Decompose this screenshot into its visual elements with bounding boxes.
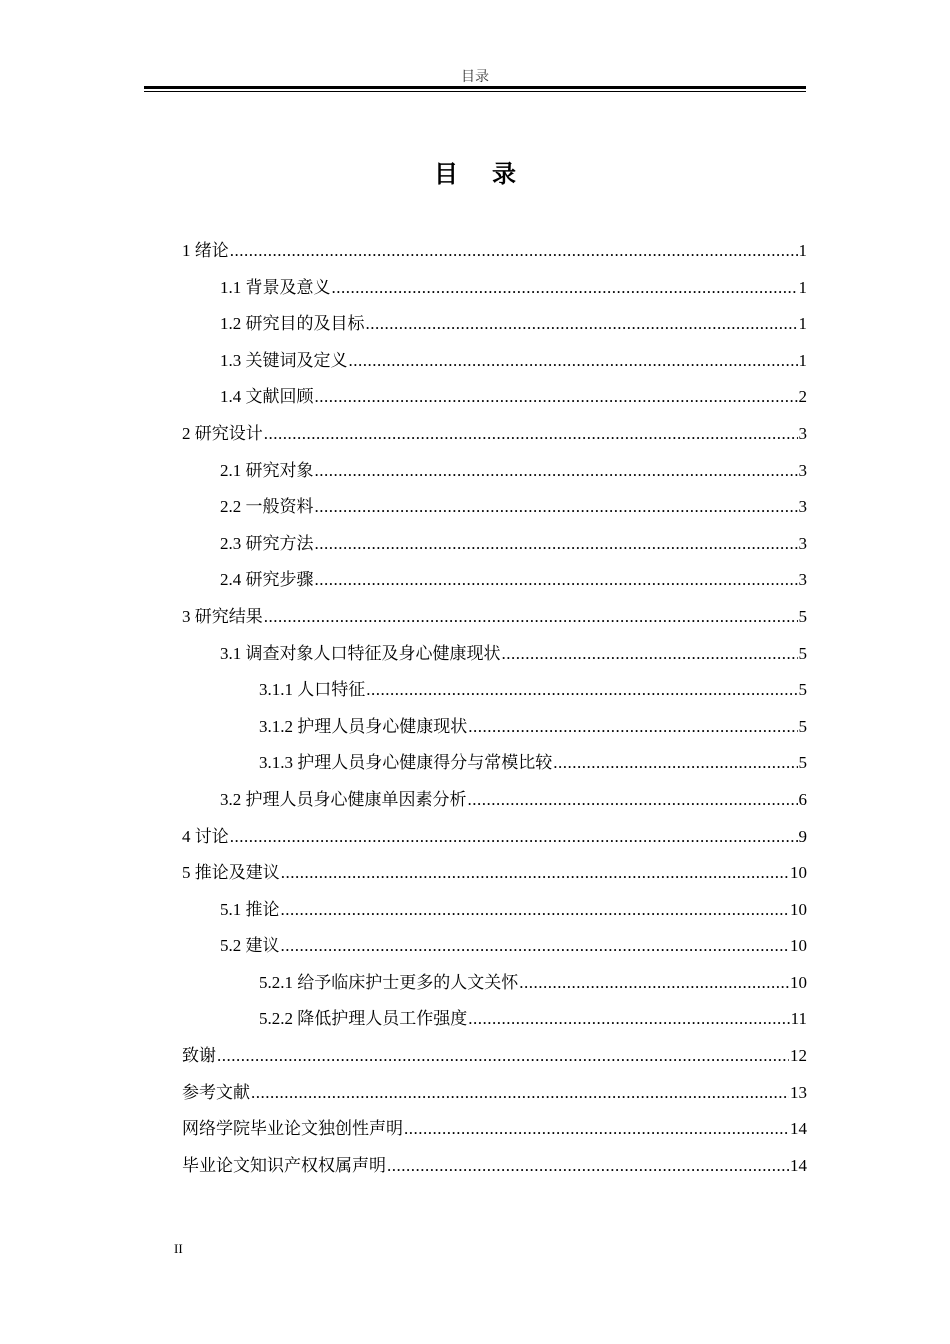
toc-entry-page: 3 bbox=[798, 460, 807, 480]
toc-entry[interactable] bbox=[182, 782, 807, 819]
toc-dot-leader bbox=[217, 1038, 789, 1075]
toc-entry[interactable] bbox=[182, 306, 807, 343]
toc-entry-page: 10 bbox=[790, 972, 807, 992]
toc-entry-page: 1 bbox=[798, 277, 807, 297]
toc-entry-page: 3 bbox=[798, 497, 807, 517]
toc-entry-page: 5 bbox=[798, 643, 807, 663]
toc-entry-title: 2 研究设计 bbox=[182, 423, 263, 443]
toc-entry-title: 3.1 调查对象人口特征及身心健康现状 bbox=[220, 643, 501, 663]
toc-entry-title: 3.1.1 人口特征 bbox=[259, 680, 366, 700]
toc-entry[interactable] bbox=[182, 270, 807, 307]
toc-dot-leader bbox=[332, 270, 798, 307]
toc-dot-leader bbox=[502, 636, 798, 673]
toc-entry-title: 5.1 推论 bbox=[220, 899, 280, 919]
toc-entry-page: 14 bbox=[790, 1155, 807, 1175]
toc-entry-page: 9 bbox=[798, 826, 807, 846]
toc-entry-page: 10 bbox=[790, 899, 807, 919]
toc-dot-leader bbox=[281, 855, 789, 892]
toc-entry-title: 5.2 建议 bbox=[220, 936, 280, 956]
toc-dot-leader bbox=[230, 819, 798, 856]
toc-dot-leader bbox=[366, 306, 798, 343]
header-double-rule bbox=[144, 86, 806, 92]
toc-entry-title: 1.2 研究目的及目标 bbox=[220, 314, 365, 334]
toc-entry-title: 1.3 关键词及定义 bbox=[220, 350, 348, 370]
toc-entry[interactable] bbox=[182, 636, 807, 673]
toc-dot-leader bbox=[230, 233, 798, 270]
toc-entry-page: 5 bbox=[798, 680, 807, 700]
toc-entry-title: 毕业论文知识产权权属声明 bbox=[182, 1155, 386, 1175]
toc-entry-title: 2.2 一般资料 bbox=[220, 497, 314, 517]
toc-entry-page: 14 bbox=[790, 1119, 807, 1139]
toc-entry-title: 5.2.2 降低护理人员工作强度 bbox=[259, 1009, 468, 1029]
toc-entry[interactable] bbox=[182, 672, 807, 709]
toc-dot-leader bbox=[315, 453, 798, 490]
toc-entry[interactable] bbox=[182, 1111, 807, 1148]
toc-entry-page: 1 bbox=[798, 241, 807, 260]
running-header: 目录 bbox=[461, 70, 489, 85]
toc-entry[interactable] bbox=[182, 233, 807, 270]
toc-dot-leader bbox=[251, 1075, 789, 1112]
toc-entry[interactable] bbox=[182, 819, 807, 856]
toc-dot-leader bbox=[315, 526, 798, 563]
toc-entry-page: 10 bbox=[790, 863, 807, 883]
toc-entry-title: 3.1.3 护理人员身心健康得分与常模比较 bbox=[259, 753, 553, 773]
table-of-contents bbox=[182, 233, 807, 1184]
toc-dot-leader bbox=[264, 599, 798, 636]
toc-entry-title: 5.2.1 给予临床护士更多的人文关怀 bbox=[259, 972, 519, 992]
toc-dot-leader bbox=[349, 343, 798, 380]
toc-entry[interactable] bbox=[182, 379, 807, 416]
toc-entry-title: 致谢 bbox=[182, 1046, 216, 1066]
toc-dot-leader bbox=[468, 782, 798, 819]
page-title: 目 录 bbox=[434, 162, 530, 188]
toc-entry-page: 1 bbox=[798, 314, 807, 334]
toc-dot-leader bbox=[519, 965, 789, 1002]
toc-entry[interactable] bbox=[182, 965, 807, 1002]
toc-entry[interactable] bbox=[182, 745, 807, 782]
toc-entry-title: 3.2 护理人员身心健康单因素分析 bbox=[220, 789, 467, 809]
toc-entry[interactable] bbox=[182, 416, 807, 453]
toc-dot-leader bbox=[315, 379, 798, 416]
toc-entry[interactable] bbox=[182, 855, 807, 892]
toc-dot-leader bbox=[553, 745, 797, 782]
toc-entry-title: 1 绪论 bbox=[182, 241, 229, 260]
toc-entry-title: 5 推论及建议 bbox=[182, 863, 280, 883]
toc-entry[interactable] bbox=[182, 526, 807, 563]
toc-entry-page: 11 bbox=[790, 1009, 807, 1029]
toc-dot-leader bbox=[366, 672, 797, 709]
toc-dot-leader bbox=[264, 416, 798, 453]
toc-dot-leader bbox=[281, 892, 790, 929]
toc-entry-page: 5 bbox=[798, 606, 807, 626]
page-number: II bbox=[174, 1241, 183, 1256]
toc-entry-title: 1.1 背景及意义 bbox=[220, 277, 331, 297]
toc-entry[interactable] bbox=[182, 599, 807, 636]
toc-entry-title: 2.3 研究方法 bbox=[220, 533, 314, 553]
toc-dot-leader bbox=[281, 928, 790, 965]
toc-entry-page: 3 bbox=[798, 570, 807, 590]
toc-entry[interactable] bbox=[182, 928, 807, 965]
toc-entry-page: 3 bbox=[798, 533, 807, 553]
toc-dot-leader bbox=[468, 709, 797, 746]
toc-entry[interactable] bbox=[182, 453, 807, 490]
toc-entry-title: 参考文献 bbox=[182, 1082, 250, 1102]
toc-entry-page: 2 bbox=[798, 387, 807, 407]
toc-entry-title: 网络学院毕业论文独创性声明 bbox=[182, 1119, 403, 1139]
toc-entry[interactable] bbox=[182, 489, 807, 526]
toc-dot-leader bbox=[315, 562, 798, 599]
toc-entry-page: 13 bbox=[790, 1082, 807, 1102]
toc-entry-title: 3.1.2 护理人员身心健康现状 bbox=[259, 716, 468, 736]
toc-dot-leader bbox=[404, 1111, 789, 1148]
toc-entry-title: 2.1 研究对象 bbox=[220, 460, 314, 480]
toc-entry-page: 6 bbox=[798, 789, 807, 809]
toc-entry-page: 10 bbox=[790, 936, 807, 956]
toc-entry[interactable] bbox=[182, 1038, 807, 1075]
toc-entry-title: 2.4 研究步骤 bbox=[220, 570, 314, 590]
toc-entry[interactable] bbox=[182, 892, 807, 929]
toc-entry-page: 3 bbox=[798, 423, 807, 443]
toc-entry[interactable] bbox=[182, 709, 807, 746]
toc-entry-page: 1 bbox=[798, 350, 807, 370]
toc-entry[interactable] bbox=[182, 343, 807, 380]
toc-entry-page: 12 bbox=[790, 1046, 807, 1066]
toc-entry-page: 5 bbox=[798, 753, 807, 773]
toc-entry[interactable] bbox=[182, 1148, 807, 1185]
toc-entry[interactable] bbox=[182, 562, 807, 599]
toc-dot-leader bbox=[468, 1001, 789, 1038]
toc-dot-leader bbox=[315, 489, 798, 526]
toc-entry-title: 4 讨论 bbox=[182, 826, 229, 846]
toc-entry[interactable] bbox=[182, 1075, 807, 1112]
toc-entry-title: 3 研究结果 bbox=[182, 606, 263, 626]
toc-entry-page: 5 bbox=[798, 716, 807, 736]
toc-dot-leader bbox=[387, 1148, 789, 1185]
toc-entry[interactable] bbox=[182, 1001, 807, 1038]
toc-entry-title: 1.4 文献回顾 bbox=[220, 387, 314, 407]
